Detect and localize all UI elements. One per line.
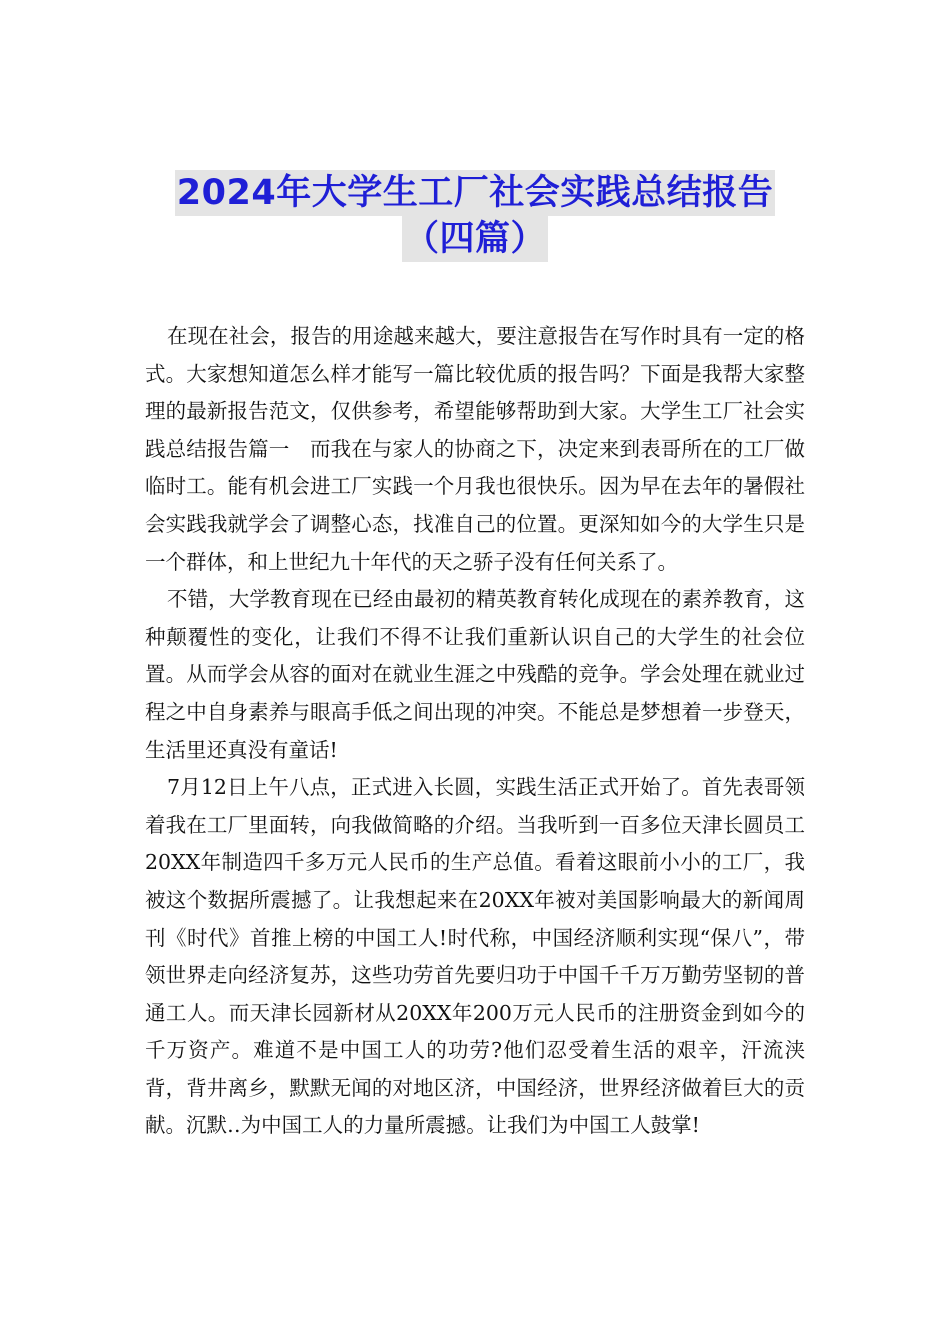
document-title xyxy=(0,170,950,262)
document-body xyxy=(145,318,805,1145)
title-line-2: （四篇） xyxy=(402,216,548,262)
paragraph-2: 不错，大学教育现在已经由最初的精英教育转化成现在的素养教育，这种颠覆性的变化，让我们不得不让我们重新认识自己的大学生的社会位置。从而学会从容的面对在就业生涯之中残酷的竞争。学会处理在就业过程之中自身素养与眼高手低之间出现的冲突。不能总是梦想着一步登天，生活里还真没有童话! xyxy=(145,587,805,762)
paragraph-1: 在现在社会，报告的用途越来越大，要注意报告在写作时具有一定的格式。大家想知道怎么样才能写一篇比较优质的报告吗？下面是我帮大家整理的最新报告范文，仅供参考，希望能够帮助到大家。大学生工厂社会实践总结报告篇一 而我在与家人的协商之下，决定来到表哥所在的工厂做临时工。能有机会进工厂实践一个月我也很快乐。因为早在去年的暑假社会实践我就学会了调整心态，找准自己的位置。更深知如今的大学生只是一个群体，和上世纪九十年代的天之骄子没有任何关系了。 xyxy=(145,324,805,574)
title-line-1: 2024年大学生工厂社会实践总结报告 xyxy=(175,170,775,216)
paragraph-3: 7月12日上午八点，正式进入长圆，实践生活正式开始了。首先表哥领着我在工厂里面转，向我做简略的介绍。当我听到一百多位天津长圆员工20XX年制造四千多万元人民币的生产总值。看着这眼前小小的工厂，我被这个数据所震撼了。让我想起来在20XX年被对美国影响最大的新闻周刊《时代》首推上榜的中国工人!时代称，中国经济顺利实现“保八”，带领世界走向经济复苏，这些功劳首先要归功于中国千千万万勤劳坚韧的普通工人。而天津长园新材从20XX年200万元人民币的注册资金到如今的千万资产。难道不是中国工人的功劳?他们忍受着生活的艰辛，汗流浃背，背井离乡，默默无闻的对地区济，中国经济，世界经济做着巨大的贡献。沉默‥为中国工人的力量所震撼。让我们为中国工人鼓掌! xyxy=(145,775,805,1138)
